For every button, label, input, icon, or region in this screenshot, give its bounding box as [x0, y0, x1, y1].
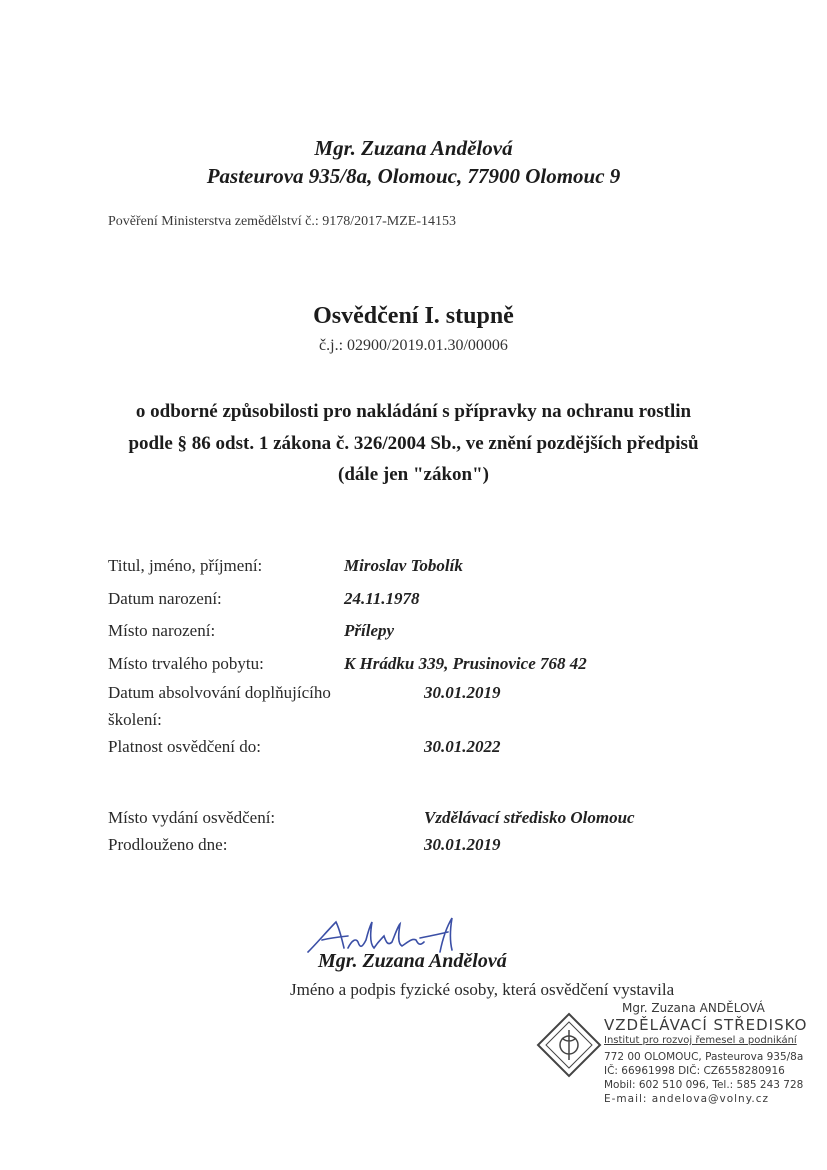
- dob-value: 24.11.1978: [344, 589, 420, 608]
- subtitle-line-2: podle § 86 odst. 1 zákona č. 326/2004 Sb., ve znění pozdějších předpisů: [128, 433, 699, 454]
- issuer-address: Pasteurova 935/8a, Olomouc, 77900 Olomouc 9: [206, 164, 621, 188]
- issue-place-value: Vzdělávací středisko Olomouc: [424, 808, 635, 827]
- training-label-line-2: školení:: [108, 710, 162, 729]
- signatory-name: Mgr. Zuzana Andělová: [318, 950, 507, 972]
- subtitle-line-1: o odborné způsobilosti pro nakládání s přípravky na ochranu rostlin: [135, 401, 692, 422]
- stamp-line-4: 772 00 OLOMOUC, Pasteurova 935/8a: [604, 1051, 804, 1063]
- stamp-line-5: IČ: 66961998 DIČ: CZ6558280916: [604, 1065, 785, 1077]
- certificate-title: Osvědčení I. stupně: [313, 303, 514, 329]
- validity-value: 30.01.2022: [424, 737, 501, 756]
- authorization-number: Pověření Ministerstva zemědělství č.: 9178/2017-MZE-14153: [108, 214, 456, 229]
- validity-label: Platnost osvědčení do:: [108, 737, 261, 756]
- stamp-line-6: Mobil: 602 510 096, Tel.: 585 243 728: [604, 1079, 804, 1091]
- stamp-line-3: Institut pro rozvoj řemesel a podnikání: [604, 1035, 797, 1046]
- subtitle-line-3: (dále jen "zákon"): [338, 464, 489, 485]
- certificate-reference: č.j.: 02900/2019.01.30/00006: [319, 337, 508, 354]
- extended-label: Prodlouženo dne:: [108, 835, 228, 854]
- stamp-logo-icon: [536, 1012, 602, 1078]
- issuer-name: Mgr. Zuzana Andělová: [314, 136, 513, 160]
- training-value: 30.01.2019: [424, 683, 501, 702]
- stamp-line-7: E-mail: andelova@volny.cz: [604, 1093, 770, 1105]
- extended-value: 30.01.2019: [424, 835, 501, 854]
- issue-place-label: Místo vydání osvědčení:: [108, 808, 276, 827]
- name-value: Miroslav Tobolík: [344, 556, 463, 575]
- stamp-line-1: Mgr. Zuzana ANDĚLOVÁ: [622, 1001, 765, 1015]
- pob-label: Místo narození:: [108, 621, 216, 640]
- dob-label: Datum narození:: [108, 589, 222, 608]
- stamp-line-2: VZDĚLÁVACÍ STŘEDISKO: [604, 1016, 808, 1034]
- pob-value: Přílepy: [344, 621, 395, 640]
- residence-value: K Hrádku 339, Prusinovice 768 42: [344, 654, 587, 673]
- signature-caption: Jméno a podpis fyzické osoby, která osvědčení vystavila: [290, 980, 675, 999]
- training-label-line-1: Datum absolvování doplňujícího: [108, 683, 331, 702]
- name-label: Titul, jméno, příjmení:: [108, 556, 263, 575]
- residence-label: Místo trvalého pobytu:: [108, 654, 264, 673]
